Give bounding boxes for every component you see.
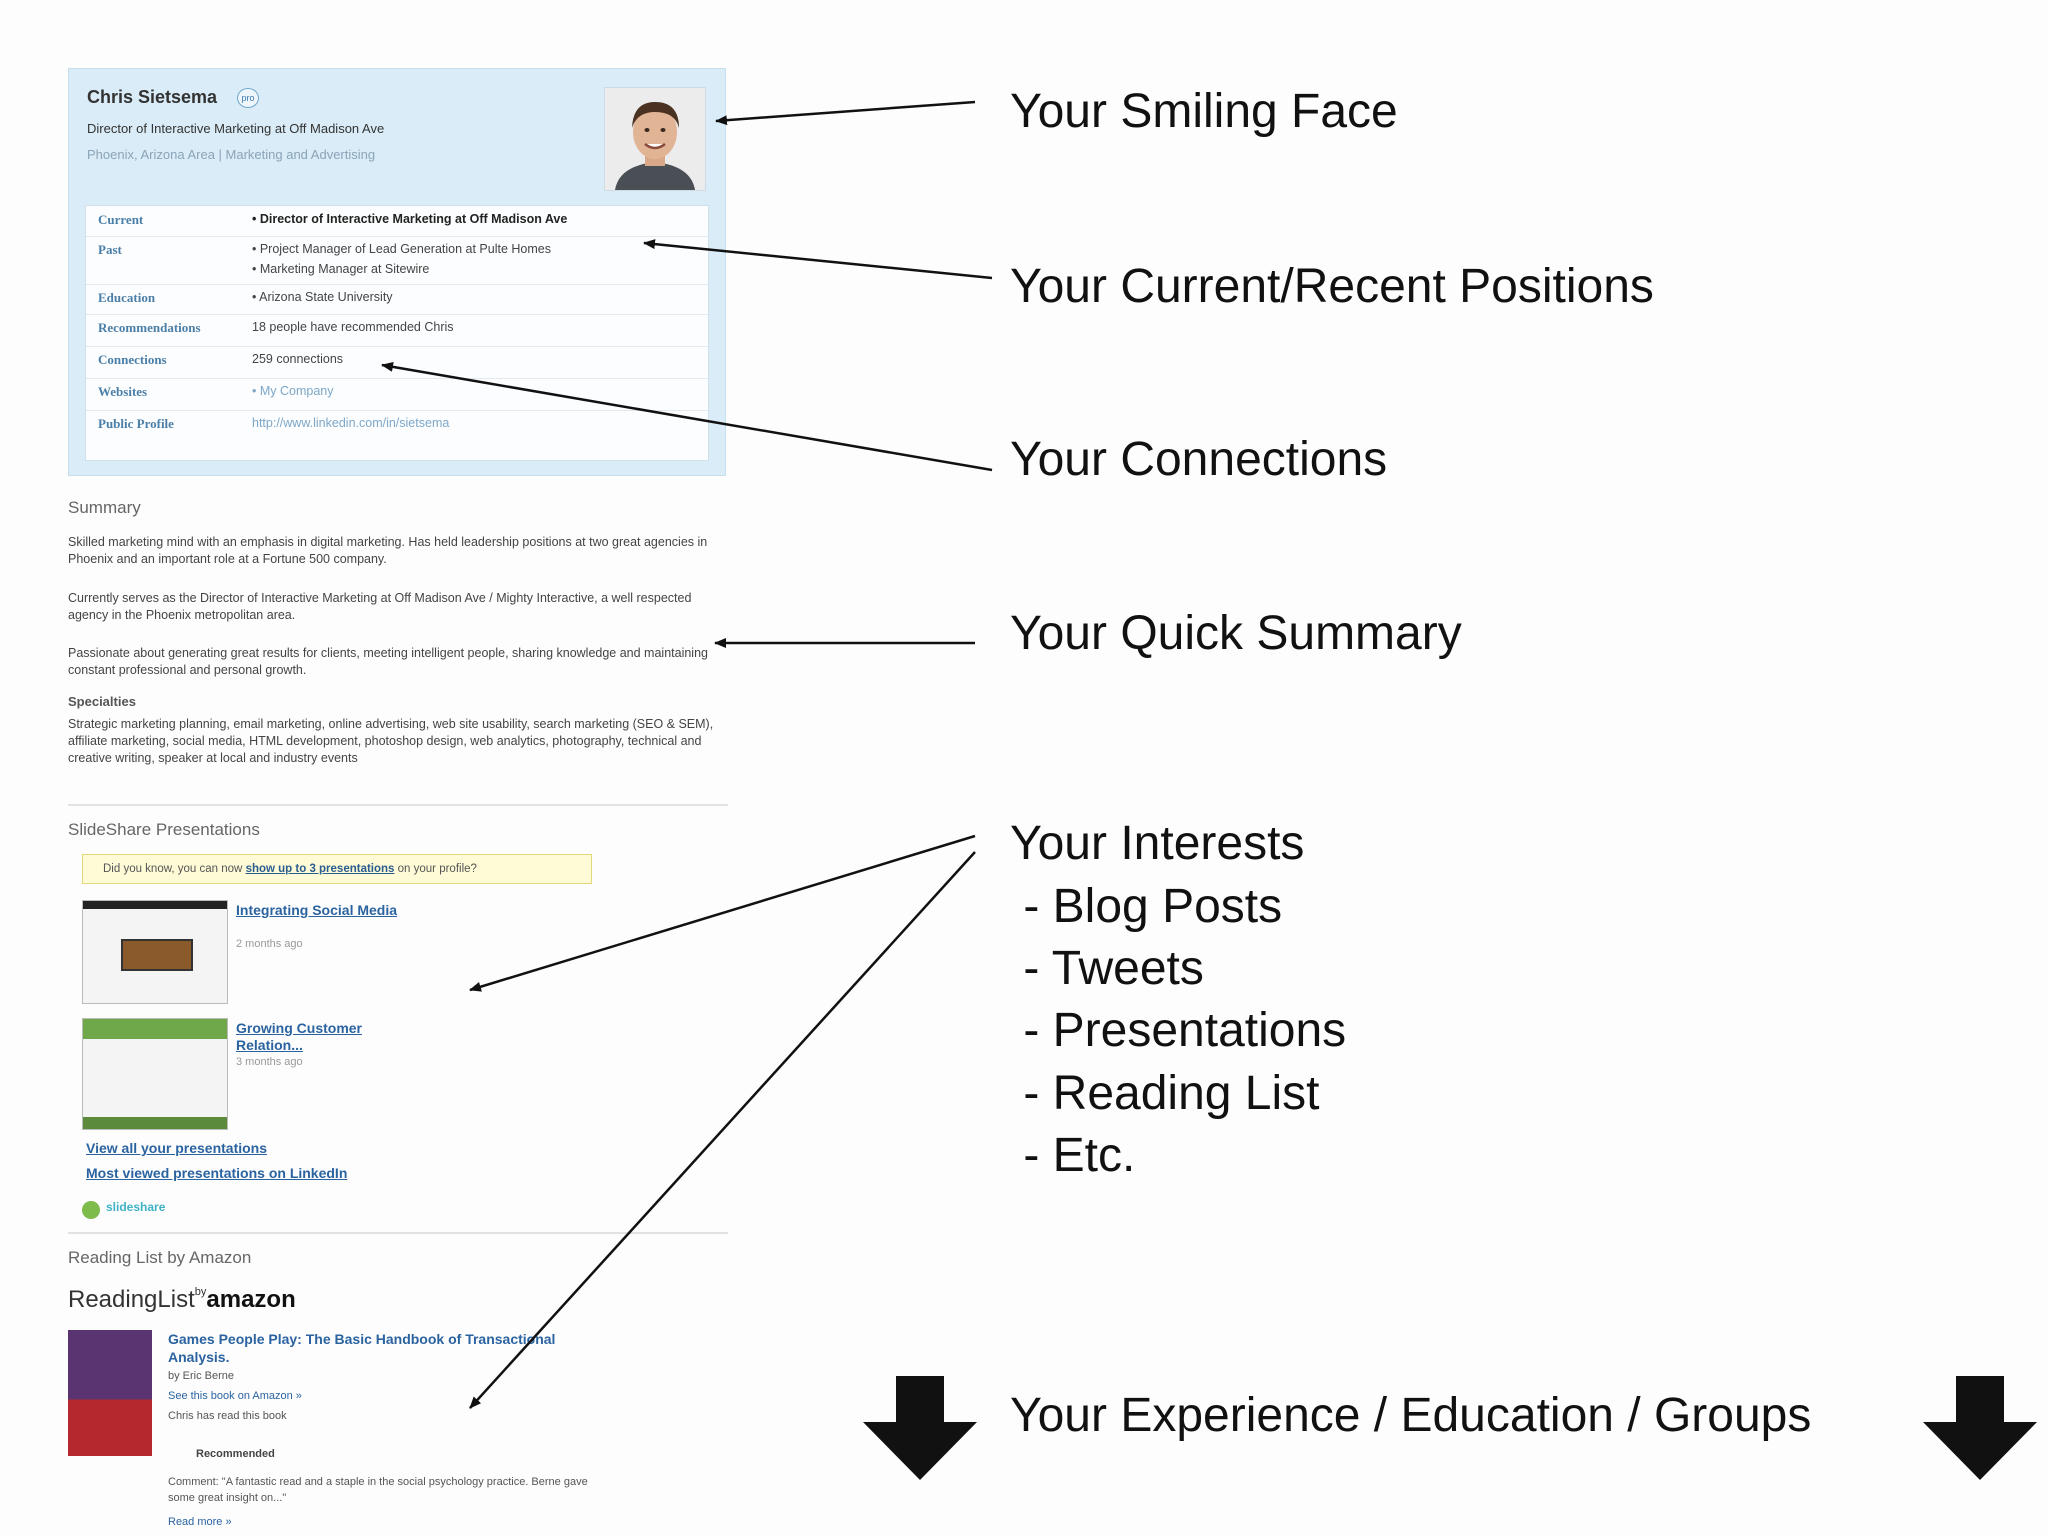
current-value[interactable]: • Director of Interactive Marketing at Off Madison Ave — [252, 212, 568, 226]
annotation-experience: Your Experience / Education / Groups — [1010, 1389, 1812, 1442]
public-profile-value[interactable]: http://www.linkedin.com/in/sietsema — [252, 416, 450, 430]
reading-list-title: Reading List by Amazon — [68, 1248, 252, 1267]
specialties-text: Strategic marketing planning, email marketing, online advertising, web site usability, search marketing (SEO & SEM), affiliate marketing, social media, HTML development, photoshop design, web analytics, photography, technical and creative writing, speaker at local and industry events — [68, 717, 714, 765]
presentation-link-2[interactable]: Growing Customer Relation... — [236, 1020, 363, 1053]
past-value-1[interactable]: • Project Manager of Lead Generation at Pulte Homes — [252, 242, 551, 256]
arrow-to-slideshare — [470, 836, 975, 990]
annotation-positions: Your Current/Recent Positions — [1010, 260, 1654, 313]
location-industry: Phoenix, Arizona Area | Marketing and Advertising — [87, 147, 376, 162]
down-arrow-icon-left — [863, 1376, 977, 1480]
education-label: Education — [98, 290, 156, 305]
most-viewed-presentations-link[interactable]: Most viewed presentations on LinkedIn — [86, 1165, 348, 1181]
rl-logo-a: ReadingList — [68, 1286, 195, 1313]
past-label: Past — [98, 242, 122, 257]
notice-suffix: on your profile? — [394, 863, 477, 875]
read-more-link[interactable]: Read more » — [168, 1516, 232, 1528]
annotation-etc: - Etc. — [1010, 1129, 1136, 1182]
connections-label: Connections — [98, 352, 167, 367]
book-title-link[interactable]: Games People Play: The Basic Handbook of Transactional Analysis. — [168, 1331, 556, 1365]
slideshare-logo-text: slideshare — [106, 1200, 166, 1214]
see-on-amazon-link[interactable]: See this book on Amazon » — [168, 1390, 302, 1402]
summary-paragraph-2: Currently serves as the Director of Interactive Marketing at Off Madison Ave / Mighty Interactive, a well respected agency in the Phoenix metropolitan area. — [68, 591, 692, 622]
recommendations-value[interactable]: 18 people have recommended Chris — [252, 320, 454, 334]
read-status: Chris has read this book — [168, 1410, 287, 1422]
recommendations-label: Recommendations — [98, 320, 201, 335]
arrow-to-photo — [716, 102, 975, 121]
current-label: Current — [98, 212, 144, 227]
websites-label: Websites — [98, 384, 148, 399]
profile-name: Chris Sietsema — [87, 87, 218, 107]
recommended-badge: Recommended — [196, 1448, 275, 1460]
arrow-to-positions — [644, 243, 992, 278]
slideshare-title: SlideShare Presentations — [68, 820, 260, 839]
annotation-tweets: - Tweets — [1010, 942, 1204, 995]
presentation-age-2: 3 months ago — [236, 1056, 303, 1068]
specialties-heading: Specialties — [68, 694, 136, 709]
summary-title: Summary — [68, 498, 141, 517]
annotation-interests: Your Interests — [1010, 817, 1305, 870]
notice-link[interactable]: show up to 3 presentations — [245, 863, 395, 875]
websites-value[interactable]: • My Company — [252, 384, 334, 398]
view-all-presentations-link[interactable]: View all your presentations — [86, 1140, 268, 1156]
annotation-blog-posts: - Blog Posts — [1010, 880, 1283, 933]
rl-logo-by: by — [194, 1286, 207, 1298]
book-author: by Eric Berne — [168, 1370, 235, 1382]
public-profile-label: Public Profile — [98, 416, 174, 431]
profile-headline: Director of Interactive Marketing at Off Madison Ave — [87, 121, 385, 136]
annotation-smiling-face: Your Smiling Face — [1010, 85, 1398, 138]
book-comment: Comment: "A fantastic read and a staple in the social psychology practice. Berne gave some great insight on..." — [168, 1476, 588, 1504]
down-arrow-icon-right — [1923, 1376, 2037, 1480]
presentation-age-1: 2 months ago — [236, 938, 303, 950]
summary-paragraph-1: Skilled marketing mind with an emphasis in digital marketing. Has held leadership positions at two great agencies in Phoenix and an important role at a Fortune 500 company. — [68, 535, 708, 566]
annotation-connections: Your Connections — [1010, 433, 1388, 486]
arrow-to-connections — [382, 365, 992, 470]
rl-logo-amazon: amazon — [206, 1286, 296, 1313]
pro-badge-icon: pro — [237, 88, 259, 108]
education-value[interactable]: • Arizona State University — [252, 290, 393, 304]
annotation-summary: Your Quick Summary — [1010, 607, 1462, 660]
annotation-presentations: - Presentations — [1010, 1004, 1347, 1057]
past-value-2[interactable]: • Marketing Manager at Sitewire — [252, 262, 430, 276]
connections-value[interactable]: 259 connections — [252, 352, 344, 366]
notice-prefix: Did you know, you can now — [103, 863, 246, 875]
summary-paragraph-3: Passionate about generating great results for clients, meeting intelligent people, sharing knowledge and maintaining constant professional and personal growth. — [68, 646, 708, 677]
annotation-reading-list: - Reading List — [1010, 1067, 1320, 1120]
presentation-link-1[interactable]: Integrating Social Media — [236, 902, 398, 918]
arrow-to-reading-list — [470, 852, 975, 1408]
